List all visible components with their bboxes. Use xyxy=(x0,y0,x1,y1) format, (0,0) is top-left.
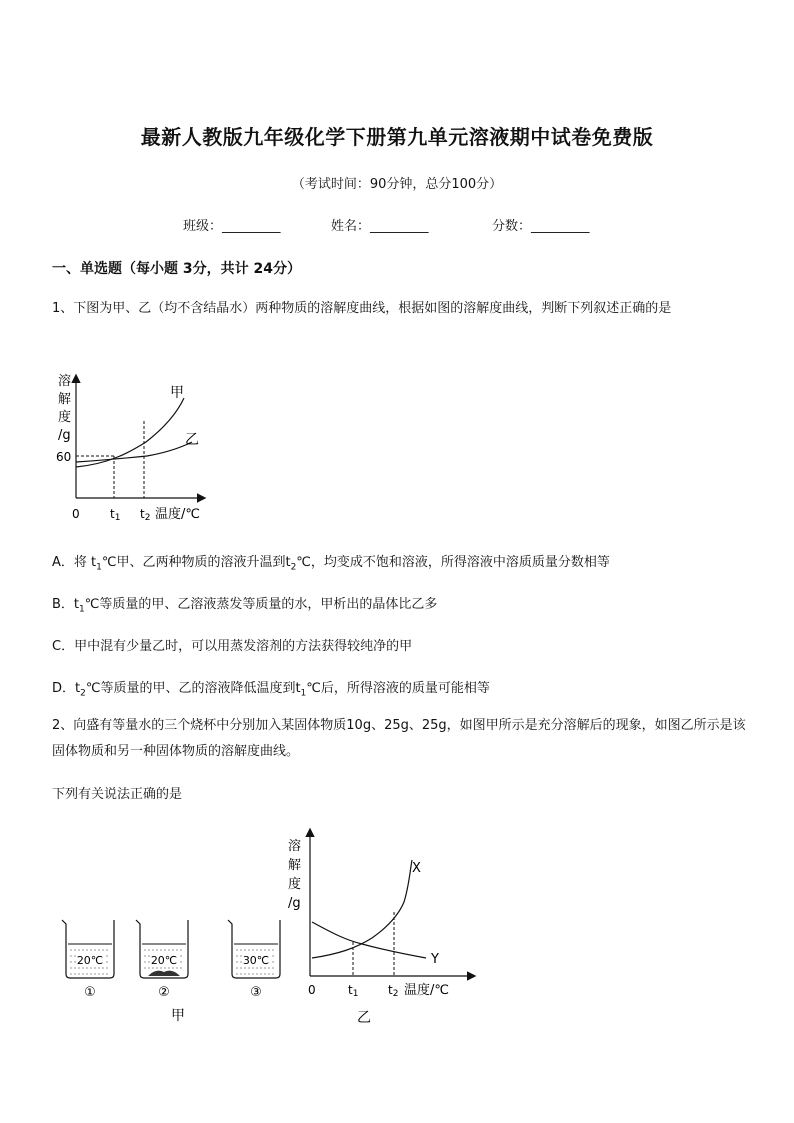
beaker-1-num: ① xyxy=(84,985,96,1000)
beaker-1-temp: 20℃ xyxy=(76,954,104,967)
beaker-3-num: ③ xyxy=(250,985,262,1000)
beaker-2-num: ② xyxy=(158,985,170,1000)
figure-a-caption: 甲 xyxy=(171,1008,185,1024)
x-axis-label: 温度/℃ xyxy=(404,983,449,998)
solubility-chart-1 xyxy=(52,368,212,528)
solubility-chart-2 xyxy=(284,826,484,1030)
ylabel-4: /g xyxy=(288,896,301,911)
exam-info: （考试时间：90分钟，总分100分） xyxy=(291,177,503,192)
x-tick-t1: t1 xyxy=(110,507,121,523)
origin-label: 0 xyxy=(72,507,80,521)
curve-yi xyxy=(76,442,192,462)
curve-jia xyxy=(76,398,184,467)
name-field: 姓名：_________ xyxy=(331,219,429,234)
ylabel-1: 溶 xyxy=(58,374,72,389)
ylabel-2: 解 xyxy=(288,858,302,873)
series-label-jia: 甲 xyxy=(170,385,184,401)
x-tick-t1: t1 xyxy=(348,983,359,999)
beaker-3-temp: 30℃ xyxy=(242,954,270,967)
beakers-figure xyxy=(52,910,292,1030)
option-1c[interactable]: C．甲中混有少量乙时，可以用蒸发溶剂的方法获得较纯净的甲 xyxy=(52,639,413,654)
x-tick-t2: t2 xyxy=(140,507,151,523)
option-1b[interactable]: B．$t_1℃$等质量的甲、乙溶液蒸发等质量的水，甲析出的晶体比乙多 xyxy=(52,597,438,615)
class-field: 班级：_________ xyxy=(183,219,281,234)
origin-label: 0 xyxy=(308,983,316,997)
figure-b-caption: 乙 xyxy=(357,1010,371,1026)
y-tick-60: 60 xyxy=(56,450,72,464)
ylabel-3: 度 xyxy=(288,877,302,892)
option-1a[interactable]: A．将 $t_1℃$甲、乙两种物质的溶液升温到$t_2℃$，均变成不饱和溶液，所得溶液中溶质质量分数相等 xyxy=(52,555,610,573)
beaker-1 xyxy=(62,920,114,1000)
ylabel-4: /g xyxy=(58,428,71,443)
series-label-yi: 乙 xyxy=(185,432,199,448)
curve-x xyxy=(312,860,412,958)
question-1-stem: 1、下图为甲、乙（均不含结晶水）两种物质的溶解度曲线，根据如图的溶解度曲线，判断下列叙述正确的是 xyxy=(52,301,672,316)
beaker-3 xyxy=(228,920,280,1000)
ylabel-1: 溶 xyxy=(288,839,302,854)
ylabel-3: 度 xyxy=(58,410,72,425)
series-label-y: Y xyxy=(431,952,439,967)
page-title: 最新人教版九年级化学下册第九单元溶液期中试卷免费版 xyxy=(140,125,654,149)
beaker-2 xyxy=(136,920,188,1000)
ylabel-2: 解 xyxy=(58,392,72,407)
undissolved-solid xyxy=(148,971,180,976)
option-1d[interactable]: D．$t_2℃$等质量的甲、乙的溶液降低温度到$t_1℃$后，所得溶液的质量可能相等 xyxy=(52,681,490,699)
question-2-stem: 2、向盛有等量水的三个烧杯中分别加入某固体物质10g、25g、25g，如图甲所示是充分溶解后的现象，如图乙所示是该固体物质和另一种固体物质的溶解度曲线。 xyxy=(52,718,746,759)
x-tick-t2: t2 xyxy=(388,983,399,999)
section-heading: 一、单选题（每小题 3分，共计 24分） xyxy=(52,261,301,277)
beaker-2-temp: 20℃ xyxy=(150,954,178,967)
x-axis-label: 温度/℃ xyxy=(155,507,200,522)
score-field: 分数：_________ xyxy=(492,219,590,234)
question-2-ask: 下列有关说法正确的是 xyxy=(52,787,183,802)
series-label-x: X xyxy=(412,861,421,876)
